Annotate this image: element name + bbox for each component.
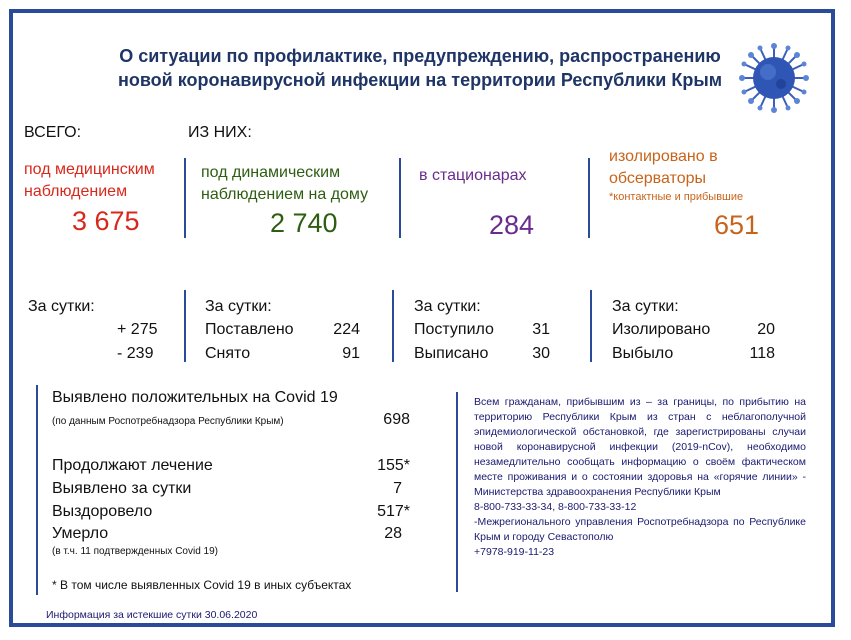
died-value: 28	[384, 525, 402, 542]
home-observation-value: 2 740	[270, 208, 338, 238]
covid-detected-label: Выявлено положительных на Covid 19	[52, 389, 338, 406]
died-note: (в т.ч. 11 подтвержденных Covid 19)	[52, 546, 218, 557]
daily-detected-value: 7	[393, 480, 402, 497]
admitted-label: Поступило	[414, 321, 494, 338]
daily-detected-label: Выявлено за сутки	[52, 480, 192, 497]
removed-label: Снято	[205, 345, 251, 362]
isolated-value: 651	[714, 210, 760, 240]
removed-value: 91	[342, 345, 360, 362]
coronavirus-icon	[738, 42, 810, 114]
total-label: ВСЕГО:	[24, 124, 82, 141]
divider	[590, 290, 592, 362]
of-them-label: ИЗ НИХ:	[188, 124, 252, 141]
page-title: О ситуации по профилактике, предупреждению, распространению новой коронавирусной инфекции на территории Республики Крым	[117, 46, 723, 90]
recovered-value: 517*	[377, 503, 410, 520]
left-value: 118	[749, 345, 775, 362]
covid-detected-value: 698	[383, 411, 410, 428]
isolated-daily-label: Изолировано	[612, 321, 711, 338]
hotline-notice: Всем гражданам, прибывшим из – за границы, по прибытию на территорию Республики Крым из стран с неблагополучной эпидемиологической обстановкой, где зарегистрированы случаи новой коронавирусной инфекции (2019-nCov), необходимо незамедлительно сообщать информацию о своём фактическом месте проживания и о состоянии здоровья на «горячие линии» - Министерства здравоохранения Республики Крым 8-800-733-33-34, 8-800-733-33-12 -Межрегионального управления Роспотребнадзора по Республике Крым и городу Севастополю +7978-919-11-23	[474, 396, 806, 558]
discharged-label: Выписано	[414, 345, 489, 362]
divider	[36, 385, 38, 595]
discharged-value: 30	[532, 345, 550, 362]
daily-plus-value: + 275	[117, 321, 158, 338]
isolated-daily-value: 20	[757, 321, 775, 338]
covid-detected-source: (по данным Роспотребнадзора Республики Крым)	[52, 416, 284, 427]
divider	[456, 392, 458, 592]
footer-info: Информация за истекшие сутки 30.06.2020	[46, 609, 258, 621]
home-observation-label: под динамическим наблюдением на дому	[201, 164, 369, 203]
daily-title-4: За сутки:	[612, 298, 679, 315]
treatment-value: 155*	[377, 457, 410, 474]
placed-label: Поставлено	[205, 321, 294, 338]
divider	[399, 158, 401, 238]
hospital-label: в стационарах	[419, 167, 527, 184]
divider	[184, 290, 186, 362]
daily-title-3: За сутки:	[414, 298, 481, 315]
left-label: Выбыло	[612, 345, 674, 362]
recovered-label: Выздоровело	[52, 503, 153, 520]
treatment-label: Продолжают лечение	[52, 457, 213, 474]
divider	[588, 158, 590, 238]
admitted-value: 31	[532, 321, 550, 338]
hospital-value: 284	[489, 210, 535, 240]
medical-observation-value: 3 675	[72, 206, 140, 236]
divider	[392, 290, 394, 362]
isolated-label: изолировано в обсерваторы	[609, 148, 718, 187]
daily-title-2: За сутки:	[205, 298, 272, 315]
covid-footnote: * В том числе выявленных Covid 19 в иных субъектах	[52, 578, 352, 592]
placed-value: 224	[333, 321, 360, 338]
daily-title-1: За сутки:	[28, 298, 95, 315]
daily-minus-value: - 239	[117, 345, 154, 362]
divider	[184, 158, 186, 238]
died-label: Умерло	[52, 525, 109, 542]
isolated-note: *контактные и прибывшие	[609, 191, 744, 203]
medical-observation-label: под медицинским наблюдением	[24, 161, 155, 200]
